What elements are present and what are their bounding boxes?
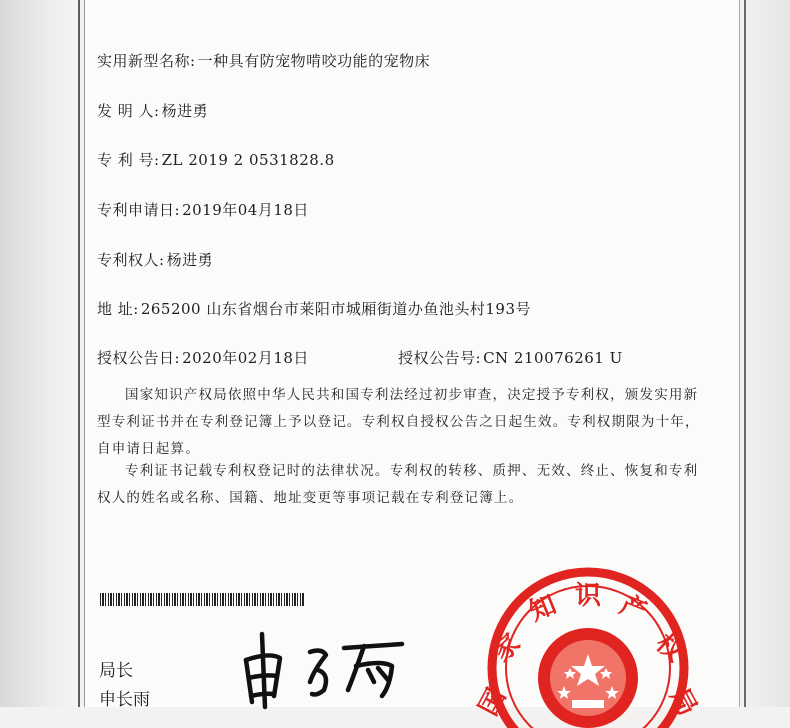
director-name: 申长雨 <box>99 690 150 710</box>
svg-text:局: 局 <box>663 683 703 721</box>
field-label: 专利申请日: <box>97 201 181 219</box>
field-address <box>97 299 531 319</box>
field-label: 专 利 号: <box>97 151 160 169</box>
paragraph-text: 国家知识产权局依照中华人民共和国专利法经过初步审查，决定授予专利权，颁发实用新型专利证书并在专利登记簿上予以登记。专利权自授权公告之日起生效。专利权期限为十年，自申请日起算。 <box>97 387 700 457</box>
left-background <box>0 0 80 707</box>
director-title: 局长 <box>99 661 133 681</box>
paragraph-text: 专利证书记载专利权登记时的法律状况。专利权的转移、质押、无效、终止、恢复和专利权人的姓名或名称、国籍、地址变更等事项记载在专利登记簿上。 <box>97 463 699 506</box>
left-border-inner-line <box>84 0 85 707</box>
field-label: 实用新型名称: <box>97 52 196 70</box>
left-border-line <box>78 0 80 707</box>
field-announcement-number <box>398 348 623 368</box>
svg-text:知: 知 <box>525 589 561 628</box>
svg-text:国: 国 <box>473 683 513 721</box>
right-border-inner-line <box>739 0 740 707</box>
barcode <box>100 593 305 606</box>
field-value: 265200 山东省烟台市莱阳市城厢街道办鱼池头村193号 <box>140 300 531 318</box>
paragraph-legal-status <box>97 458 709 512</box>
paragraph-grant <box>97 382 709 463</box>
field-utility-model-name <box>97 51 430 71</box>
field-value: 2019年04月18日 <box>182 201 309 219</box>
field-announcement-date <box>97 348 309 368</box>
field-label: 地 址: <box>97 300 139 318</box>
seal-stamp <box>473 568 703 728</box>
field-label: 授权公告日: <box>97 349 181 367</box>
field-value: 杨进勇 <box>161 102 209 120</box>
svg-text:家: 家 <box>486 628 527 668</box>
field-value: 杨进勇 <box>166 251 214 269</box>
svg-text:识: 识 <box>574 581 602 611</box>
field-label: 专利权人: <box>97 251 165 269</box>
field-value: 一种具有防宠物啃咬功能的宠物床 <box>197 52 431 70</box>
right-background <box>740 0 790 707</box>
field-label: 发 明 人: <box>97 102 160 120</box>
field-application-date <box>97 200 309 220</box>
svg-text:产: 产 <box>615 589 651 628</box>
svg-text:权: 权 <box>649 628 690 668</box>
field-value: 2020年02月18日 <box>182 349 309 367</box>
field-value: CN 210076261 U <box>483 349 623 367</box>
field-patent-number <box>97 150 335 170</box>
field-patentee <box>97 250 213 270</box>
field-inventor <box>97 101 208 121</box>
field-label: 授权公告号: <box>398 349 482 367</box>
field-value: ZL 2019 2 0531828.8 <box>161 151 335 169</box>
signature-image <box>232 630 407 707</box>
right-border-line <box>744 0 746 707</box>
